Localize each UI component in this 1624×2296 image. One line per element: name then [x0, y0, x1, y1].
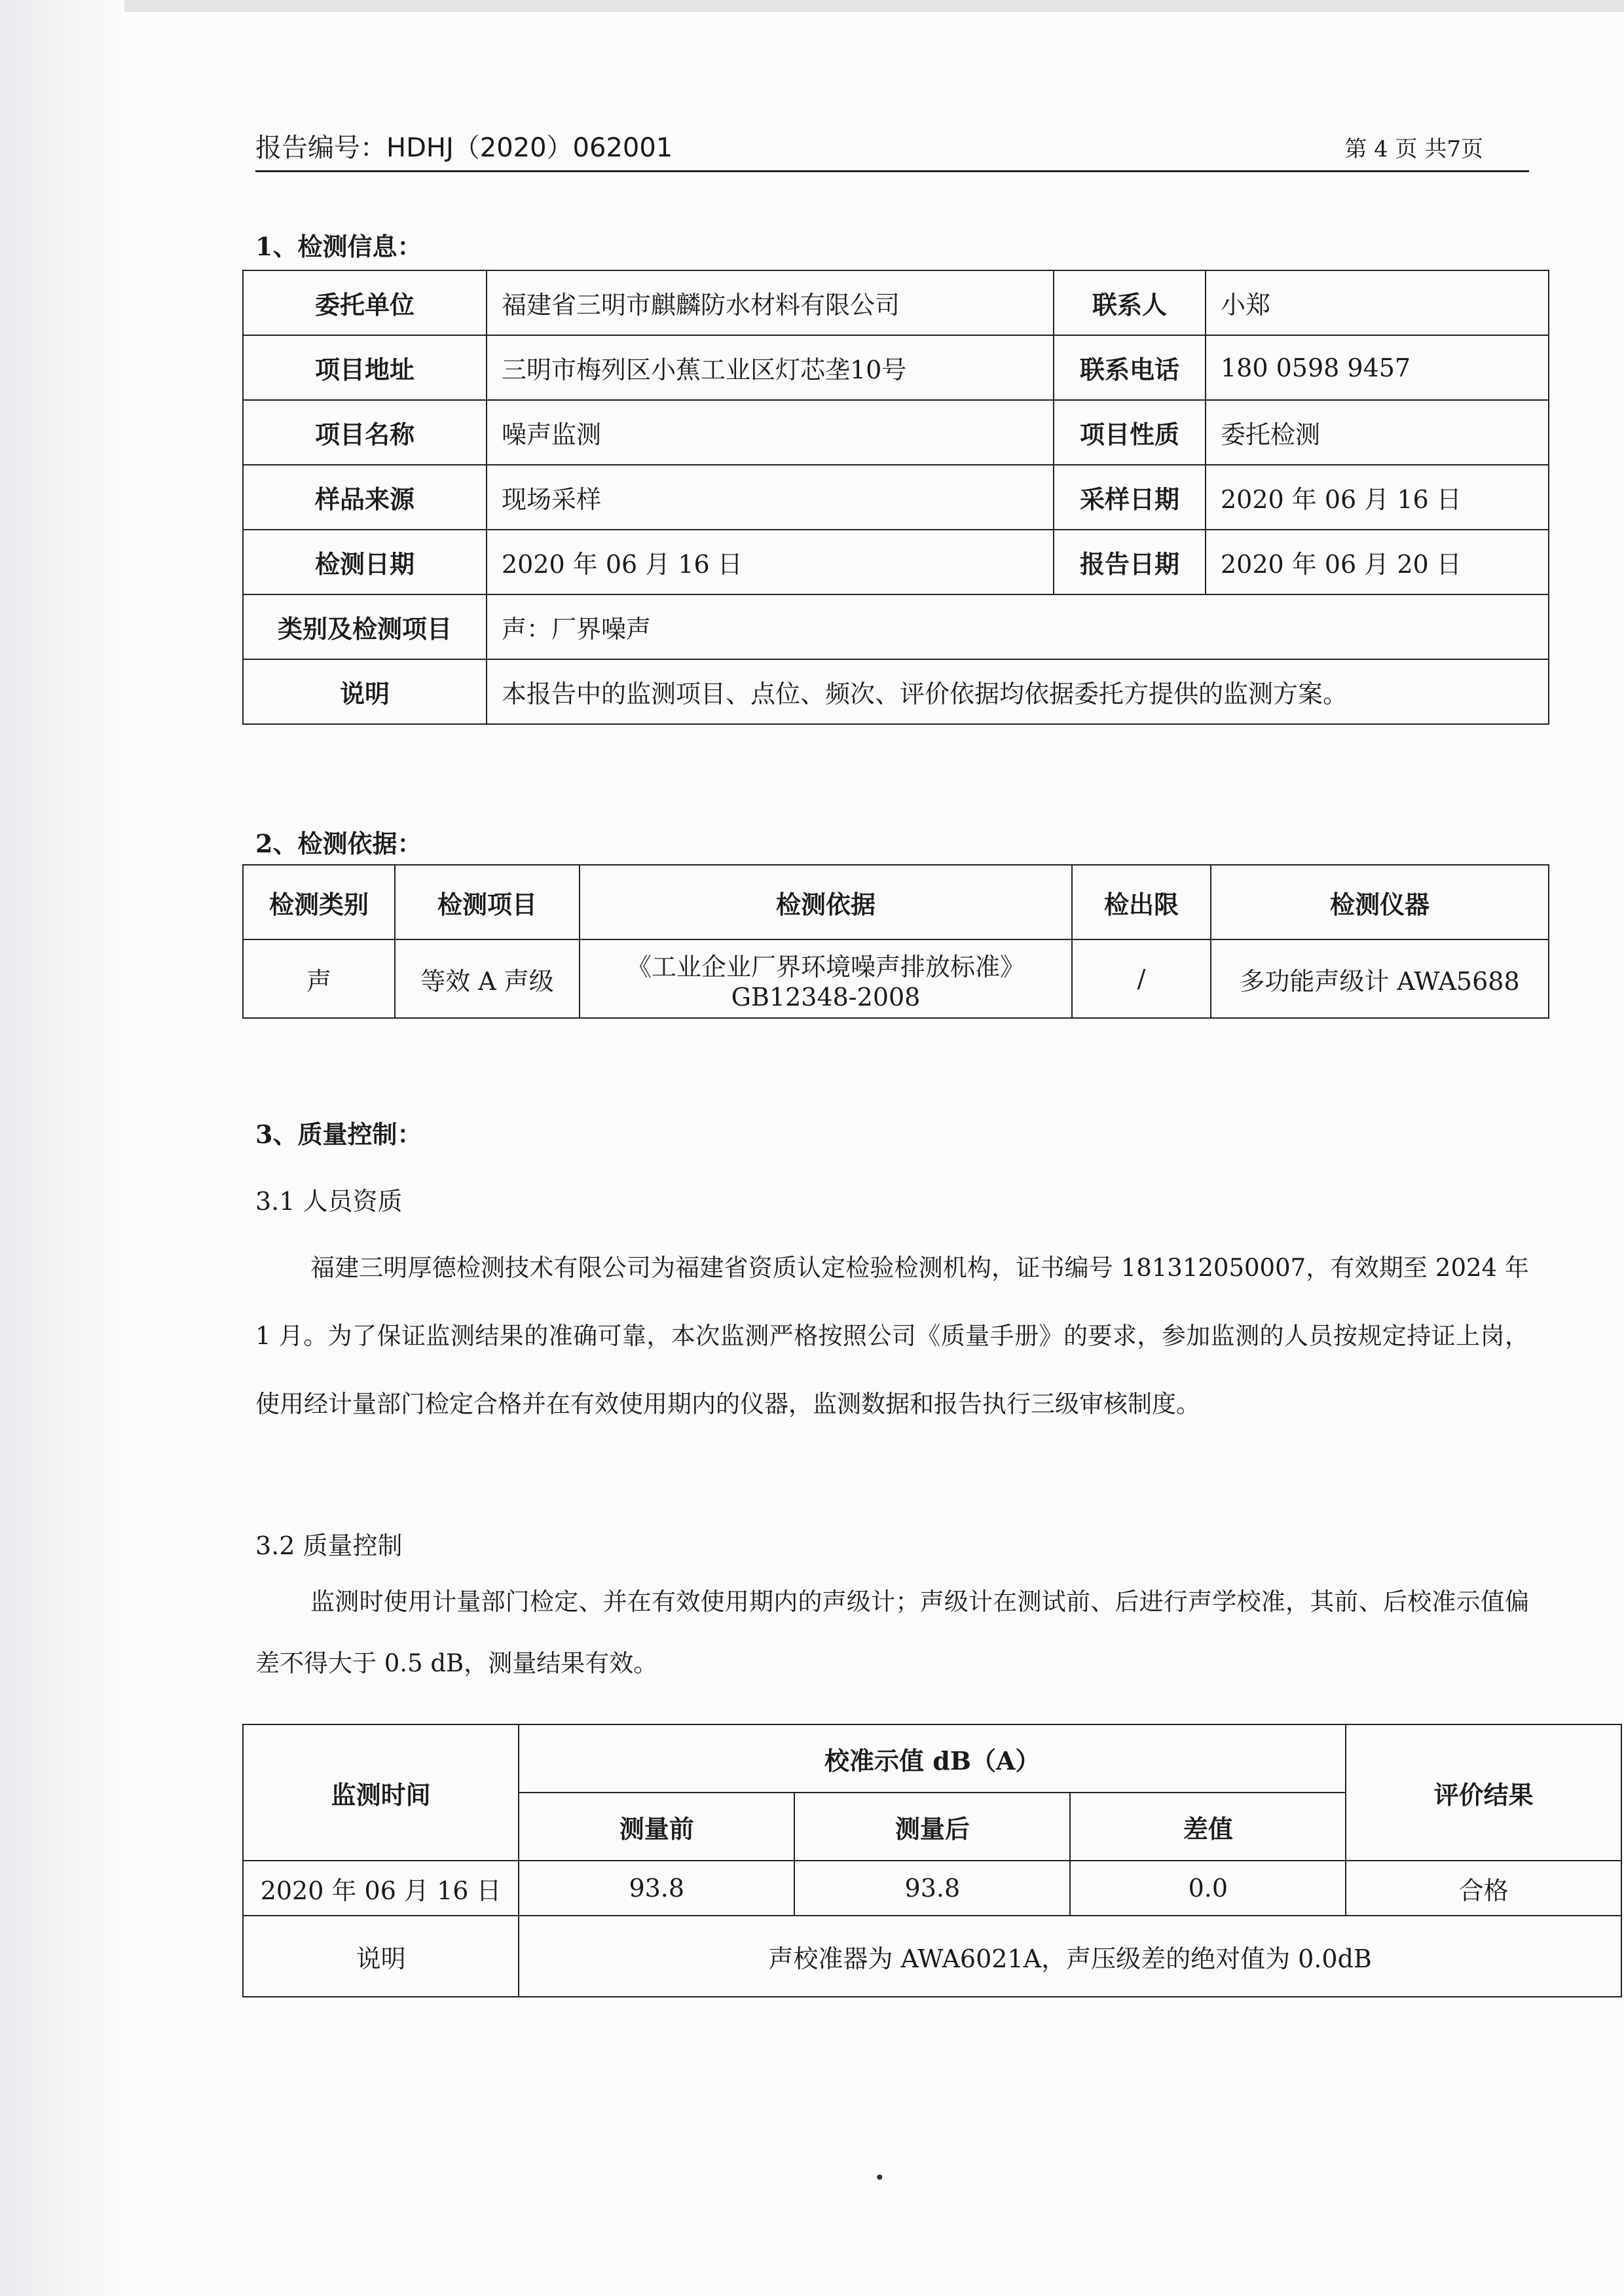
- personnel-paragraph: 福建三明厚德检测技术有限公司为福建省资质认定检验检测机构，证书编号 181312050007，有效期至 2024 年 1 月。为了保证监测结果的准确可靠，本次监测严格按照公司《质量手册》的要求，参加监测的人员按规定持证上岗，使用经计量部门检定合格并在有效使用期内的仪器，监测数据和报告执行三级审核制度。: [255, 1254, 1529, 1418]
- table-header-row: [243, 1724, 1621, 1793]
- address-value: 三明市梅列区小蕉工业区灯芯垄10号: [487, 335, 1054, 400]
- limit-cell: /: [1072, 939, 1211, 1018]
- basis-cell: [580, 939, 1072, 1018]
- col-basis: 检测依据: [580, 865, 1072, 939]
- test-date-value: 2020 年 06 月 16 日: [487, 530, 1054, 594]
- detection-basis-table: [242, 864, 1549, 1019]
- result-cell: 合格: [1346, 1861, 1621, 1916]
- scan-binding-shadow: [0, 0, 124, 2296]
- after-cell: 93.8: [794, 1861, 1070, 1916]
- table-row: [243, 400, 1549, 465]
- quality-paragraph: 监测时使用计量部门检定、并在有效使用期内的声级计；声级计在测试前、后进行声学校准，其前、后校准示值偏差不得大于 0.5 dB，测量结果有效。: [255, 1588, 1529, 1677]
- test-date-label: 检测日期: [243, 530, 487, 594]
- result-header: 评价结果: [1346, 1724, 1621, 1861]
- project-nature-label: 项目性质: [1054, 400, 1206, 465]
- col-category: 检测类别: [243, 865, 395, 939]
- contact-value: 小郑: [1206, 270, 1549, 335]
- table-row: [243, 1861, 1621, 1916]
- after-header: 测量后: [794, 1793, 1070, 1861]
- address-label: 项目地址: [243, 335, 487, 400]
- subsection-3-2-title: 3.2 质量控制: [255, 1531, 403, 1560]
- project-name-value: 噪声监测: [487, 400, 1054, 465]
- calib-note-label: 说明: [243, 1916, 519, 1997]
- page-number: 第 4 页 共7页: [1344, 136, 1483, 162]
- project-nature-value: 委托检测: [1206, 400, 1549, 465]
- date-cell: 2020 年 06 月 16 日: [243, 1861, 519, 1916]
- client-value: 福建省三明市麒麟防水材料有限公司: [487, 270, 1054, 335]
- section-1-title: 1、检测信息：: [255, 232, 422, 261]
- section-2-title: 2、检测依据：: [255, 829, 422, 858]
- note-value: 本报告中的监测项目、点位、频次、评价依据均依据委托方提供的监测方案。: [487, 659, 1549, 724]
- project-name-label: 项目名称: [243, 400, 487, 465]
- before-cell: 93.8: [519, 1861, 794, 1916]
- calib-header: 校准示值 dB（A）: [519, 1724, 1346, 1793]
- item-cell: 等效 A 声级: [395, 939, 580, 1018]
- detection-info-table: [242, 270, 1549, 725]
- category-cell: 声: [243, 939, 395, 1018]
- diff-cell: 0.0: [1070, 1861, 1346, 1916]
- calibration-table: [242, 1724, 1622, 1997]
- section-3-title: 3、质量控制：: [255, 1120, 422, 1149]
- contact-label: 联系人: [1054, 270, 1206, 335]
- ink-dot: •: [874, 2167, 885, 2189]
- instrument-cell: 多功能声级计 AWA5688: [1211, 939, 1549, 1018]
- col-limit: 检出限: [1072, 865, 1211, 939]
- table-header-row: [243, 865, 1549, 939]
- table-row: [243, 335, 1549, 400]
- category-label: 类别及检测项目: [243, 594, 487, 659]
- time-header: 监测时间: [243, 1724, 519, 1861]
- diff-header: 差值: [1070, 1793, 1346, 1861]
- report-number: 报告编号：HDHJ（2020）062001: [255, 133, 673, 163]
- table-row: [243, 465, 1549, 530]
- table-row: [243, 530, 1549, 594]
- sample-source-label: 样品来源: [243, 465, 487, 530]
- category-value: 声：厂界噪声: [487, 594, 1549, 659]
- subsection-3-1-title: 3.1 人员资质: [255, 1187, 403, 1216]
- table-row: [243, 1916, 1621, 1997]
- sample-source-value: 现场采样: [487, 465, 1054, 530]
- before-header: 测量前: [519, 1793, 794, 1861]
- table-row: [243, 270, 1549, 335]
- table-row: [243, 594, 1549, 659]
- table-row: [243, 659, 1549, 724]
- scan-top-edge: [124, 0, 1624, 12]
- basis-standard-name: 《工业企业厂界环境噪声排放标准》: [626, 952, 1025, 981]
- phone-value: 180 0598 9457: [1206, 335, 1549, 400]
- note-label: 说明: [243, 659, 487, 724]
- col-item: 检测项目: [395, 865, 580, 939]
- basis-standard-code: GB12348-2008: [731, 982, 921, 1011]
- phone-label: 联系电话: [1054, 335, 1206, 400]
- report-date-label: 报告日期: [1054, 530, 1206, 594]
- report-date-value: 2020 年 06 月 20 日: [1206, 530, 1549, 594]
- calib-note-value: 声校准器为 AWA6021A，声压级差的绝对值为 0.0dB: [519, 1916, 1621, 1997]
- table-row: [243, 939, 1549, 1018]
- sampling-date-label: 采样日期: [1054, 465, 1206, 530]
- page-header: [255, 124, 1529, 172]
- sampling-date-value: 2020 年 06 月 16 日: [1206, 465, 1549, 530]
- client-label: 委托单位: [243, 270, 487, 335]
- col-instrument: 检测仪器: [1211, 865, 1549, 939]
